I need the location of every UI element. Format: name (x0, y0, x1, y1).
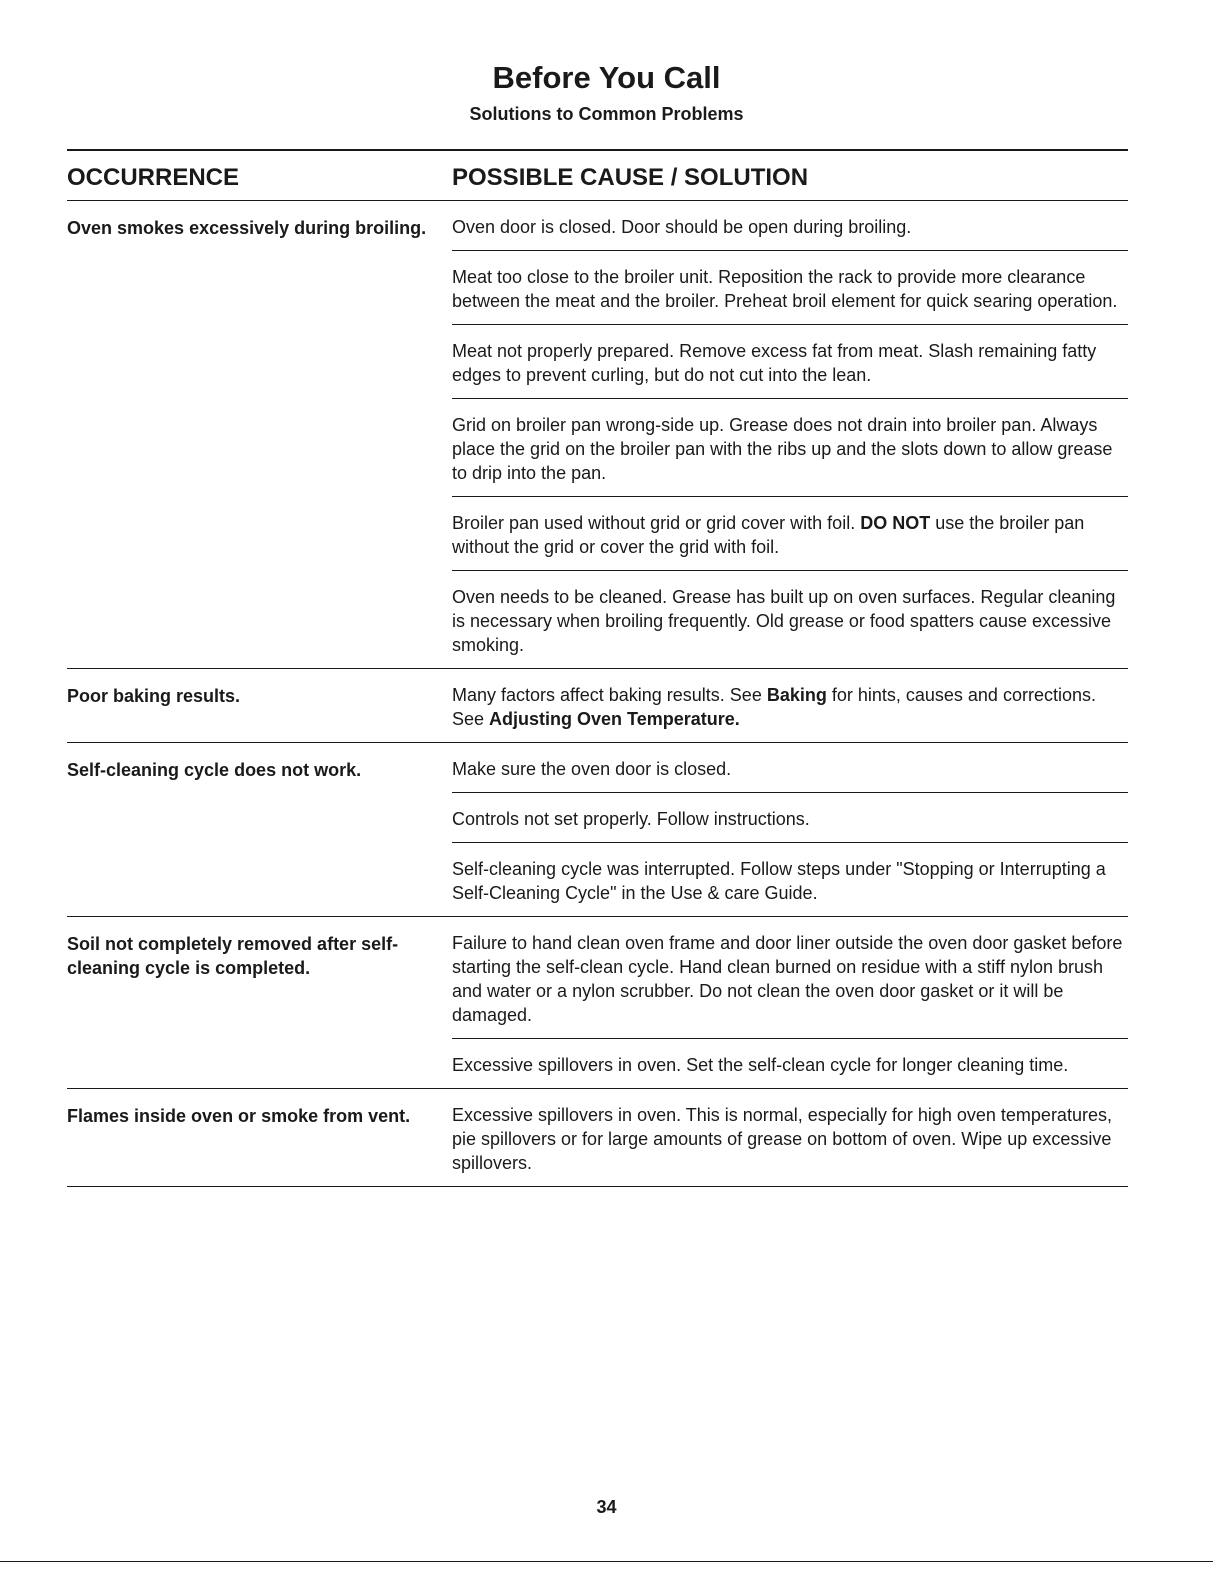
solution-text: Meat not properly prepared. Remove excess fat from meat. Slash remaining fatty edges to prevent curling, but do not cut into the lean. (452, 341, 1097, 385)
solution-item (452, 399, 1128, 497)
solution-text: Controls not set properly. Follow instructions. (452, 809, 810, 829)
solution-item (452, 669, 1128, 742)
solution-item (452, 497, 1128, 571)
solution-text: Broiler pan used without grid or grid cover with foil. (452, 513, 861, 533)
solution-item (452, 251, 1128, 325)
occurrence-cell: Poor baking results. (67, 686, 241, 706)
solution-item (452, 1089, 1128, 1186)
solution-text: Oven door is closed. Door should be open during broiling. (452, 217, 912, 237)
solutions-cell (452, 743, 1128, 916)
occurrence-cell: Soil not completely removed after self-cleaning cycle is completed. (67, 934, 399, 978)
emphasis-text: DO NOT (860, 513, 931, 533)
solution-text: Excessive spillovers in oven. Set the self-clean cycle for longer cleaning time. (452, 1055, 1069, 1075)
table-row (67, 1089, 1128, 1187)
solution-item (452, 325, 1128, 399)
solution-item (452, 201, 1128, 251)
occurrence-column-header: OCCURRENCE (67, 164, 240, 191)
solution-text: Meat too close to the broiler unit. Reposition the rack to provide more clearance between the meat and the broiler. Preheat broil element for quick searing operation. (452, 267, 1118, 311)
solution-item (452, 743, 1128, 793)
solution-text: Grid on broiler pan wrong-side up. Grease does not drain into broiler pan. Always place the grid on the broiler pan with the ribs up and the slots down to allow grease to drip into the pan. (452, 415, 1113, 483)
occurrence-cell: Oven smokes excessively during broiling. (67, 218, 427, 238)
solution-item (452, 571, 1128, 668)
page-header (0, 58, 1213, 126)
table-body (67, 201, 1128, 1187)
solution-item (452, 917, 1128, 1039)
table-row (67, 201, 1128, 669)
occurrence-cell: Self-cleaning cycle does not work. (67, 760, 362, 780)
solution-item (452, 793, 1128, 843)
page-number: 34 (596, 1497, 617, 1517)
solution-text: Failure to hand clean oven frame and door liner outside the oven door gasket before starting the self-clean cycle. Hand clean burned on residue with a stiff nylon brush and water or a nylon scrubber. Do not clean the oven door gasket or it will be damaged. (452, 933, 1123, 1025)
solutions-cell (452, 917, 1128, 1088)
page-title: Before You Call (492, 60, 721, 95)
occurrence-cell: Flames inside oven or smoke from vent. (67, 1106, 411, 1126)
solution-text: Make sure the oven door is closed. (452, 759, 732, 779)
table-header (67, 151, 1128, 201)
solutions-cell (452, 1089, 1128, 1186)
solution-text: Many factors affect baking results. See (452, 685, 767, 705)
table-row (67, 743, 1128, 917)
solution-column-header: POSSIBLE CAUSE / SOLUTION (452, 164, 809, 191)
solution-text: Self-cleaning cycle was interrupted. Follow steps under "Stopping or Interrupting a Self-Cleaning Cycle" in the Use & care Guide. (452, 859, 1106, 903)
solution-text: Oven needs to be cleaned. Grease has built up on oven surfaces. Regular cleaning is necessary when broiling frequently. Old grease or food spatters cause excessive smoking. (452, 587, 1116, 655)
table-row (67, 669, 1128, 743)
solution-text: for hints, causes and corrections. See (452, 685, 1096, 729)
troubleshooting-table (67, 149, 1128, 1187)
solution-text: use the broiler pan without the grid or cover the grid with foil. (452, 513, 1085, 557)
emphasis-text: Baking (766, 685, 827, 705)
bottom-rule (0, 1561, 1213, 1562)
solution-item (452, 1039, 1128, 1088)
page-subtitle: Solutions to Common Problems (469, 104, 744, 124)
emphasis-text: Adjusting Oven Temperature. (489, 709, 740, 729)
solutions-cell (452, 201, 1128, 668)
solution-text: Excessive spillovers in oven. This is normal, especially for high oven temperatures, pie spillovers or for large amounts of grease on bottom of oven. Wipe up excessive spillovers. (452, 1105, 1112, 1173)
table-row (67, 917, 1128, 1089)
solutions-cell (452, 669, 1128, 742)
solution-item (452, 843, 1128, 916)
